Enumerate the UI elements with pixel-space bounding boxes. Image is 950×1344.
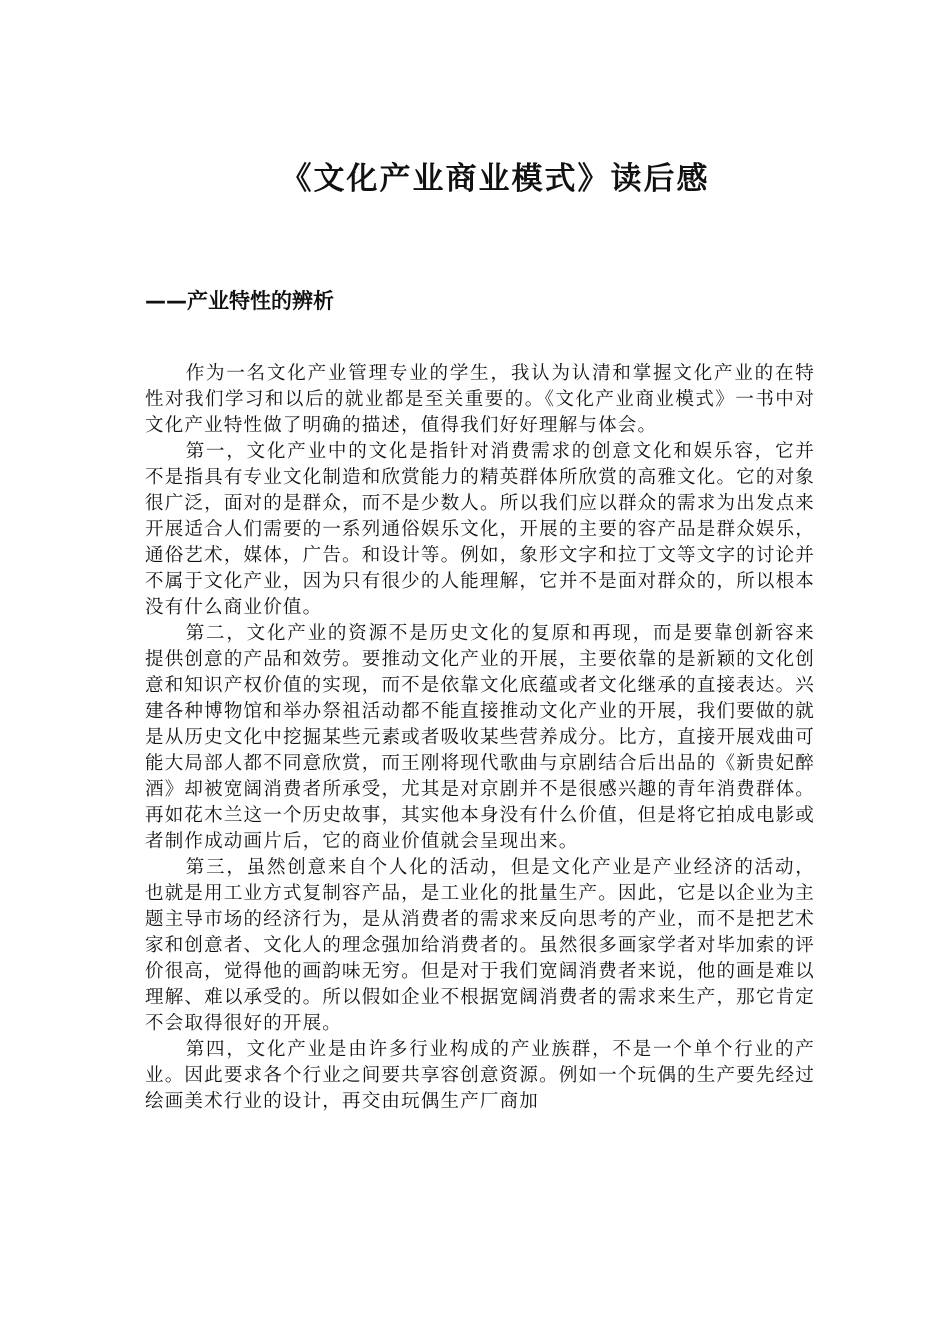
document-subtitle: ——产业特性的辨析: [145, 289, 334, 313]
document-body: [145, 361, 815, 1115]
paragraph-third-point: 第三，虽然创意来自个人化的活动，但是文化产业是产业经济的活动，也就是用工业方式复制容产品，是工业化的批量生产。因此，它是以企业为主题主导市场的经济行为，是从消费者的需求来反向思考的产业，而不是把艺术家和创意者、文化人的理念强加给消费者的。虽然很多画家学者对毕加索的评价很高，觉得他的画韵味无穷。但是对于我们宽阔消费者来说，他的画是难以理解、难以承受的。所以假如企业不根据宽阔消费者的需求来生产，那它肯定不会取得很好的开展。: [145, 857, 815, 1034]
paragraph-second-point: 第二，文化产业的资源不是历史文化的复原和再现，而是要靠创新容来提供创意的产品和效劳。要推动文化产业的开展，主要依靠的是新颖的文化创意和知识产权价值的实现，而不是依靠文化底蕴或者文化继承的直接表达。兴建各种博物馆和举办祭祖活动都不能直接推动文化产业的开展，我们要做的就是从历史文化中挖掘某些元素或者吸收某些营养成分。比方，直接开展戏曲可能大局部人都不同意欣赏，而王刚将现代歌曲与京剧结合后出品的《新贵妃醉酒》却被宽阔消费者所承受，尤其是对京剧并不是很感兴趣的青年消费群体。再如花木兰这一个历史故事，其实他本身没有什么价值，但是将它拍成电影或者制作成动画片后，它的商业价值就会呈现出来。: [145, 623, 815, 852]
paragraph-fourth-point: 第四，文化产业是由许多行业构成的产业族群，不是一个单个行业的产业。因此要求各个行业之间要共享容创意资源。例如一个玩偶的生产要先经过绘画美术行业的设计，再交由玩偶生产厂商加: [145, 1039, 815, 1112]
document-title: 《文化产业商业模式》读后感: [280, 161, 710, 197]
paragraph-first-point: 第一，文化产业中的文化是指针对消费需求的创意文化和娱乐容，它并不是指具有专业文化制造和欣赏能力的精英群体所欣赏的高雅文化。它的对象很广泛，面对的是群众，而不是少数人。所以我们应以群众的需求为出发点来开展适合人们需要的一系列通俗娱乐文化，开展的主要的容产品是群众娱乐，通俗艺术，媒体，广告。和设计等。例如，象形文字和拉丁文等文字的讨论并不属于文化产业，因为只有很少的人能理解，它并不是面对群众的，所以根本没有什么商业价值。: [145, 441, 815, 618]
paragraph-intro: 作为一名文化产业管理专业的学生，我认为认清和掌握文化产业的在特性对我们学习和以后的就业都是至关重要的。《文化产业商业模式》一书中对文化产业特性做了明确的描述，值得我们好好理解与体会。: [145, 363, 815, 436]
